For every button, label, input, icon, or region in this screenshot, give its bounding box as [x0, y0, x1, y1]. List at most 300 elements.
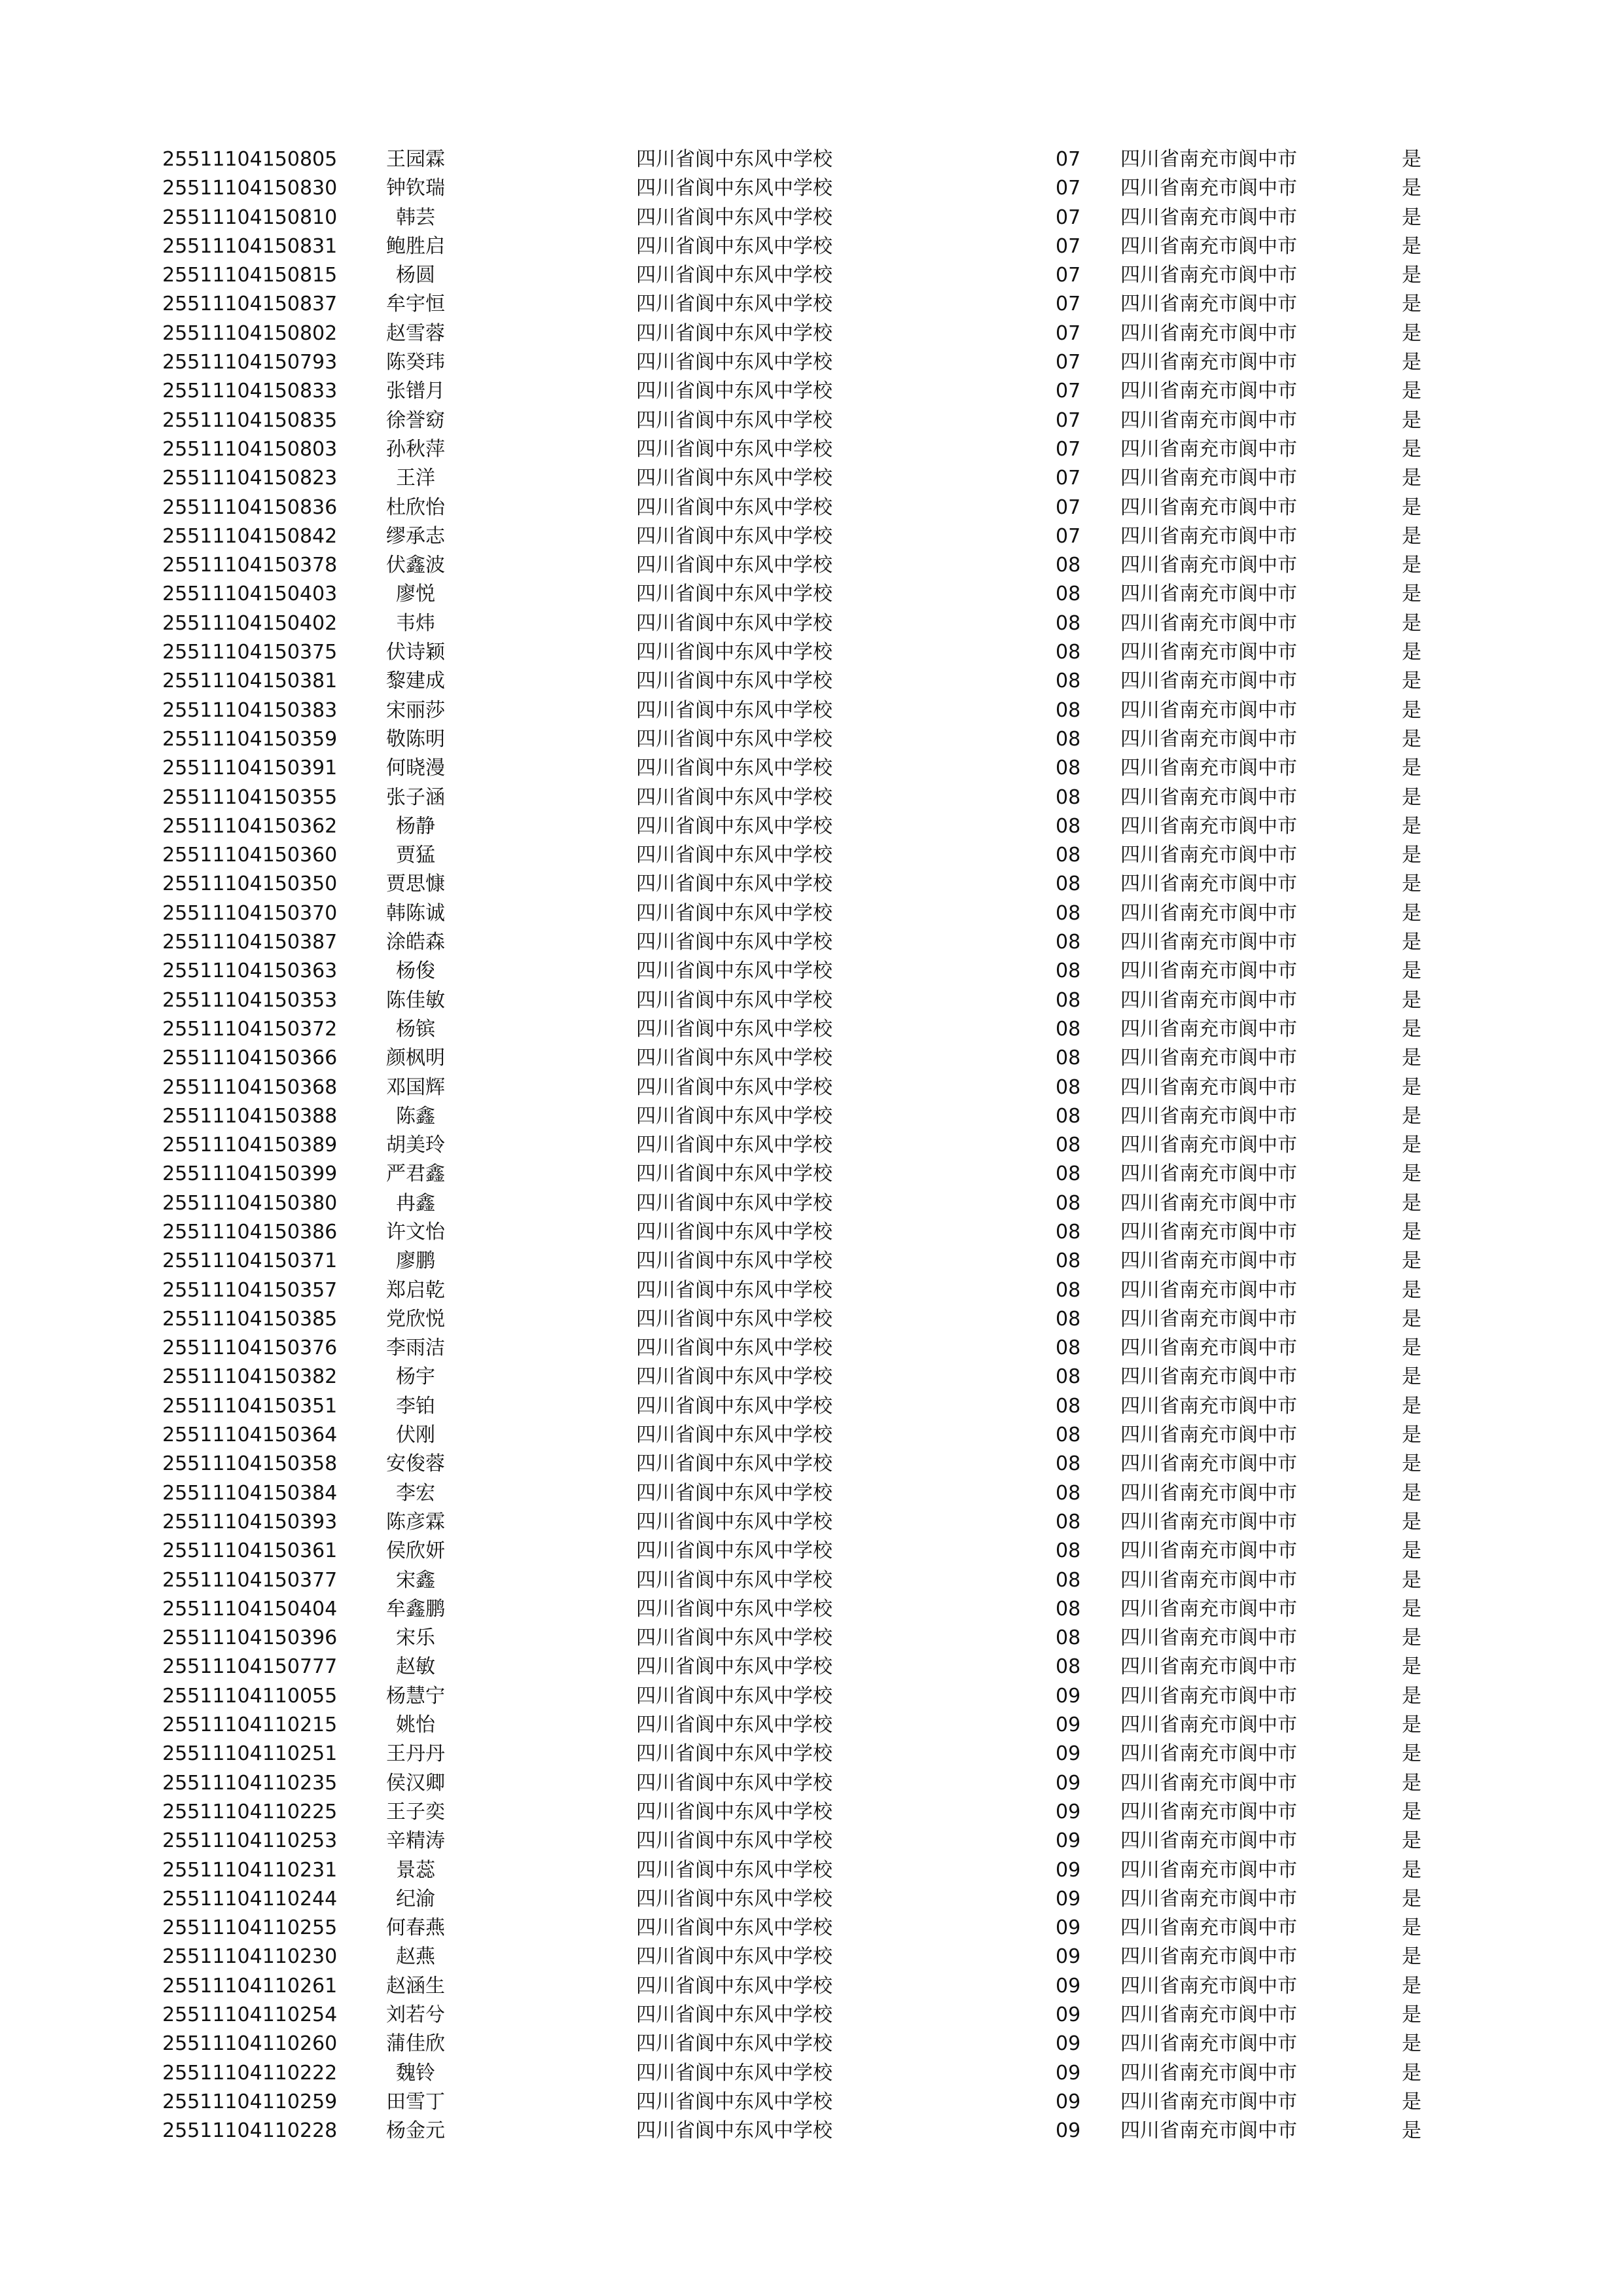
exam-id-cell: 25511104150366	[162, 1047, 338, 1070]
school-cell: 四川省阆中东风中学校	[636, 1047, 832, 1070]
exam-id-cell: 25511104110254	[162, 2003, 338, 2026]
table-row	[0, 1479, 1623, 1508]
class-cell: 09	[1056, 1771, 1081, 1795]
school-cell: 四川省阆中东风中学校	[636, 1336, 832, 1360]
student-name-cell: 王丹丹	[386, 1742, 445, 1766]
flag-cell: 是	[1402, 1452, 1421, 1476]
table-row	[0, 1218, 1623, 1247]
class-cell: 08	[1056, 1655, 1081, 1679]
table-row	[0, 2059, 1623, 2088]
student-name-cell: 邓国辉	[386, 1075, 445, 1099]
table-row	[0, 1943, 1623, 1971]
class-cell: 08	[1056, 1307, 1081, 1331]
exam-id-cell: 25511104110260	[162, 2032, 338, 2056]
student-name-cell: 廖鹏	[396, 1249, 435, 1273]
class-cell: 08	[1056, 1220, 1081, 1244]
class-cell: 08	[1056, 1162, 1081, 1186]
table-row	[0, 609, 1623, 638]
table-row	[0, 464, 1623, 493]
exam-id-cell: 25511104150823	[162, 467, 338, 490]
exam-id-cell: 25511104150360	[162, 844, 338, 867]
class-cell: 08	[1056, 988, 1081, 1012]
school-cell: 四川省阆中东风中学校	[636, 1800, 832, 1823]
class-cell: 08	[1056, 641, 1081, 664]
region-cell: 四川省南充市阆中市	[1120, 1104, 1297, 1128]
table-row	[0, 1711, 1623, 1740]
student-name-cell: 贾思慷	[386, 872, 445, 896]
region-cell: 四川省南充市阆中市	[1120, 351, 1297, 374]
flag-cell: 是	[1402, 1162, 1421, 1186]
region-cell: 四川省南充市阆中市	[1120, 641, 1297, 664]
table-row	[0, 1914, 1623, 1943]
exam-id-cell: 25511104150835	[162, 408, 338, 432]
region-cell: 四川省南充市阆中市	[1120, 785, 1297, 809]
table-row	[0, 1421, 1623, 1450]
exam-id-cell: 25511104150359	[162, 727, 338, 751]
region-cell: 四川省南充市阆中市	[1120, 1249, 1297, 1273]
student-name-cell: 杨金元	[386, 2119, 445, 2143]
region-cell: 四川省南充市阆中市	[1120, 757, 1297, 780]
exam-id-cell: 25511104150389	[162, 1134, 338, 1157]
table-row	[0, 145, 1623, 174]
exam-id-cell: 25511104150402	[162, 611, 338, 635]
flag-cell: 是	[1402, 1220, 1421, 1244]
student-name-cell: 李铂	[396, 1394, 435, 1418]
table-row	[0, 1682, 1623, 1711]
table-row	[0, 1073, 1623, 1102]
school-cell: 四川省阆中东风中学校	[636, 2003, 832, 2026]
flag-cell: 是	[1402, 1394, 1421, 1418]
flag-cell: 是	[1402, 641, 1421, 664]
region-cell: 四川省南充市阆中市	[1120, 234, 1297, 258]
exam-id-cell: 25511104150355	[162, 785, 338, 809]
class-cell: 09	[1056, 1945, 1081, 1969]
class-cell: 08	[1056, 1104, 1081, 1128]
flag-cell: 是	[1402, 1365, 1421, 1389]
table-row	[0, 1392, 1623, 1421]
region-cell: 四川省南充市阆中市	[1120, 727, 1297, 751]
exam-id-cell: 25511104150386	[162, 1220, 338, 1244]
exam-id-cell: 25511104150831	[162, 234, 338, 258]
exam-id-cell: 25511104150350	[162, 872, 338, 896]
student-name-cell: 何春燕	[386, 1916, 445, 1940]
flag-cell: 是	[1402, 1858, 1421, 1882]
school-cell: 四川省阆中东风中学校	[636, 1742, 832, 1766]
school-cell: 四川省阆中东风中学校	[636, 960, 832, 983]
class-cell: 09	[1056, 1684, 1081, 1708]
student-name-cell: 徐誉窈	[386, 408, 445, 432]
flag-cell: 是	[1402, 757, 1421, 780]
class-cell: 07	[1056, 234, 1081, 258]
student-name-cell: 杨俊	[396, 960, 435, 983]
table-row	[0, 783, 1623, 812]
flag-cell: 是	[1402, 1974, 1421, 1998]
region-cell: 四川省南充市阆中市	[1120, 2003, 1297, 2026]
table-row	[0, 812, 1623, 841]
class-cell: 08	[1056, 960, 1081, 983]
class-cell: 09	[1056, 1858, 1081, 1882]
student-name-cell: 伏刚	[396, 1424, 435, 1447]
flag-cell: 是	[1402, 554, 1421, 577]
student-name-cell: 韩陈诚	[386, 901, 445, 925]
region-cell: 四川省南充市阆中市	[1120, 1771, 1297, 1795]
student-name-cell: 钟钦瑞	[386, 177, 445, 200]
school-cell: 四川省阆中东风中学校	[636, 1945, 832, 1969]
school-cell: 四川省阆中东风中学校	[636, 293, 832, 316]
exam-id-cell: 25511104110215	[162, 1713, 338, 1737]
class-cell: 08	[1056, 1017, 1081, 1041]
table-row	[0, 1334, 1623, 1363]
table-row	[0, 986, 1623, 1015]
exam-id-cell: 25511104110228	[162, 2119, 338, 2143]
table-row	[0, 1595, 1623, 1624]
region-cell: 四川省南充市阆中市	[1120, 148, 1297, 171]
student-name-cell: 黎建成	[386, 670, 445, 693]
exam-id-cell: 25511104110225	[162, 1800, 338, 1823]
class-cell: 08	[1056, 1134, 1081, 1157]
table-row	[0, 754, 1623, 783]
flag-cell: 是	[1402, 495, 1421, 519]
exam-id-cell: 25511104150833	[162, 380, 338, 403]
exam-id-cell: 25511104110055	[162, 1684, 338, 1708]
class-cell: 09	[1056, 1916, 1081, 1940]
flag-cell: 是	[1402, 727, 1421, 751]
class-cell: 09	[1056, 1742, 1081, 1766]
school-cell: 四川省阆中东风中学校	[636, 177, 832, 200]
student-name-cell: 廖悦	[396, 583, 435, 606]
student-name-cell: 赵雪蓉	[386, 321, 445, 345]
table-row	[0, 1537, 1623, 1566]
class-cell: 08	[1056, 1278, 1081, 1302]
class-cell: 08	[1056, 757, 1081, 780]
school-cell: 四川省阆中东风中学校	[636, 1887, 832, 1910]
class-cell: 08	[1056, 1597, 1081, 1621]
flag-cell: 是	[1402, 1510, 1421, 1534]
flag-cell: 是	[1402, 1568, 1421, 1592]
table-row	[0, 319, 1623, 348]
exam-id-cell: 25511104150399	[162, 1162, 338, 1186]
region-cell: 四川省南充市阆中市	[1120, 1887, 1297, 1910]
class-cell: 08	[1056, 1510, 1081, 1534]
school-cell: 四川省阆中东风中学校	[636, 670, 832, 693]
table-row	[0, 290, 1623, 319]
school-cell: 四川省阆中东风中学校	[636, 1452, 832, 1476]
exam-id-cell: 25511104150803	[162, 437, 338, 461]
class-cell: 08	[1056, 611, 1081, 635]
exam-id-cell: 25511104110222	[162, 2061, 338, 2085]
region-cell: 四川省南充市阆中市	[1120, 1597, 1297, 1621]
region-cell: 四川省南充市阆中市	[1120, 1858, 1297, 1882]
region-cell: 四川省南充市阆中市	[1120, 1047, 1297, 1070]
table-row	[0, 1102, 1623, 1131]
flag-cell: 是	[1402, 1307, 1421, 1331]
region-cell: 四川省南充市阆中市	[1120, 1162, 1297, 1186]
exam-id-cell: 25511104150378	[162, 554, 338, 577]
exam-id-cell: 25511104150391	[162, 757, 338, 780]
school-cell: 四川省阆中东风中学校	[636, 727, 832, 751]
school-cell: 四川省阆中东风中学校	[636, 1278, 832, 1302]
region-cell: 四川省南充市阆中市	[1120, 1220, 1297, 1244]
student-name-cell: 严君鑫	[386, 1162, 445, 1186]
flag-cell: 是	[1402, 1626, 1421, 1650]
region-cell: 四川省南充市阆中市	[1120, 1916, 1297, 1940]
class-cell: 08	[1056, 1336, 1081, 1360]
region-cell: 四川省南充市阆中市	[1120, 1424, 1297, 1447]
flag-cell: 是	[1402, 1047, 1421, 1070]
class-cell: 08	[1056, 931, 1081, 954]
flag-cell: 是	[1402, 844, 1421, 867]
school-cell: 四川省阆中东风中学校	[636, 1713, 832, 1737]
flag-cell: 是	[1402, 2090, 1421, 2113]
class-cell: 08	[1056, 1191, 1081, 1215]
flag-cell: 是	[1402, 1424, 1421, 1447]
flag-cell: 是	[1402, 670, 1421, 693]
flag-cell: 是	[1402, 1713, 1421, 1737]
student-name-cell: 陈彦霖	[386, 1510, 445, 1534]
table-row	[0, 1015, 1623, 1044]
flag-cell: 是	[1402, 321, 1421, 345]
exam-id-cell: 25511104150370	[162, 901, 338, 925]
region-cell: 四川省南充市阆中市	[1120, 321, 1297, 345]
table-row	[0, 1247, 1623, 1276]
class-cell: 08	[1056, 1424, 1081, 1447]
school-cell: 四川省阆中东风中学校	[636, 1075, 832, 1099]
flag-cell: 是	[1402, 1017, 1421, 1041]
class-cell: 08	[1056, 844, 1081, 867]
school-cell: 四川省阆中东风中学校	[636, 1191, 832, 1215]
table-row	[0, 1305, 1623, 1334]
table-row	[0, 1856, 1623, 1885]
flag-cell: 是	[1402, 467, 1421, 490]
class-cell: 08	[1056, 901, 1081, 925]
table-row	[0, 696, 1623, 725]
class-cell: 07	[1056, 351, 1081, 374]
exam-id-cell: 25511104150381	[162, 670, 338, 693]
table-row	[0, 2030, 1623, 2058]
table-row	[0, 204, 1623, 232]
exam-id-cell: 25511104150364	[162, 1424, 338, 1447]
exam-id-cell: 25511104150836	[162, 495, 338, 519]
student-name-cell: 杨宇	[396, 1365, 435, 1389]
class-cell: 08	[1056, 785, 1081, 809]
class-cell: 09	[1056, 1800, 1081, 1823]
student-name-cell: 蒲佳欣	[386, 2032, 445, 2056]
region-cell: 四川省南充市阆中市	[1120, 1134, 1297, 1157]
region-cell: 四川省南充市阆中市	[1120, 2032, 1297, 2056]
class-cell: 08	[1056, 1047, 1081, 1070]
region-cell: 四川省南充市阆中市	[1120, 1510, 1297, 1534]
region-cell: 四川省南充市阆中市	[1120, 524, 1297, 548]
student-name-cell: 伏鑫波	[386, 554, 445, 577]
table-row	[0, 406, 1623, 435]
exam-id-cell: 25511104150388	[162, 1104, 338, 1128]
school-cell: 四川省阆中东风中学校	[636, 1481, 832, 1505]
flag-cell: 是	[1402, 264, 1421, 287]
school-cell: 四川省阆中东风中学校	[636, 1597, 832, 1621]
table-row	[0, 1972, 1623, 2001]
student-name-cell: 王子奕	[386, 1800, 445, 1823]
class-cell: 08	[1056, 698, 1081, 722]
table-row	[0, 1450, 1623, 1479]
student-name-cell: 郑启乾	[386, 1278, 445, 1302]
region-cell: 四川省南充市阆中市	[1120, 1626, 1297, 1650]
region-cell: 四川省南充市阆中市	[1120, 1684, 1297, 1708]
school-cell: 四川省阆中东风中学校	[636, 931, 832, 954]
class-cell: 09	[1056, 2032, 1081, 2056]
school-cell: 四川省阆中东风中学校	[636, 583, 832, 606]
flag-cell: 是	[1402, 380, 1421, 403]
exam-id-cell: 25511104150361	[162, 1539, 338, 1563]
student-name-cell: 侯汉卿	[386, 1771, 445, 1795]
class-cell: 07	[1056, 148, 1081, 171]
flag-cell: 是	[1402, 1336, 1421, 1360]
class-cell: 08	[1056, 554, 1081, 577]
exam-id-cell: 25511104150383	[162, 698, 338, 722]
flag-cell: 是	[1402, 901, 1421, 925]
flag-cell: 是	[1402, 293, 1421, 316]
class-cell: 08	[1056, 1452, 1081, 1476]
exam-id-cell: 25511104150358	[162, 1452, 338, 1476]
flag-cell: 是	[1402, 1655, 1421, 1679]
flag-cell: 是	[1402, 1249, 1421, 1273]
class-cell: 09	[1056, 1974, 1081, 1998]
exam-id-cell: 25511104150396	[162, 1626, 338, 1650]
flag-cell: 是	[1402, 1104, 1421, 1128]
student-name-cell: 贾猛	[396, 844, 435, 867]
school-cell: 四川省阆中东风中学校	[636, 2032, 832, 2056]
student-name-cell: 杨静	[396, 814, 435, 838]
student-name-cell: 安俊蓉	[386, 1452, 445, 1476]
student-name-cell: 陈佳敏	[386, 988, 445, 1012]
region-cell: 四川省南充市阆中市	[1120, 437, 1297, 461]
class-cell: 07	[1056, 495, 1081, 519]
table-row	[0, 348, 1623, 377]
exam-id-cell: 25511104110230	[162, 1945, 338, 1969]
student-name-cell: 李宏	[396, 1481, 435, 1505]
exam-id-cell: 25511104150777	[162, 1655, 338, 1679]
exam-id-cell: 25511104150805	[162, 148, 338, 171]
region-cell: 四川省南充市阆中市	[1120, 2119, 1297, 2143]
school-cell: 四川省阆中东风中学校	[636, 1162, 832, 1186]
region-cell: 四川省南充市阆中市	[1120, 1365, 1297, 1389]
class-cell: 09	[1056, 1829, 1081, 1853]
exam-id-cell: 25511104150357	[162, 1278, 338, 1302]
table-row	[0, 1885, 1623, 1914]
region-cell: 四川省南充市阆中市	[1120, 611, 1297, 635]
class-cell: 07	[1056, 380, 1081, 403]
school-cell: 四川省阆中东风中学校	[636, 844, 832, 867]
table-row	[0, 261, 1623, 290]
school-cell: 四川省阆中东风中学校	[636, 1974, 832, 1998]
region-cell: 四川省南充市阆中市	[1120, 293, 1297, 316]
exam-id-cell: 25511104110253	[162, 1829, 338, 1853]
exam-id-cell: 25511104150815	[162, 264, 338, 287]
exam-id-cell: 25511104150385	[162, 1307, 338, 1331]
school-cell: 四川省阆中东风中学校	[636, 1858, 832, 1882]
school-cell: 四川省阆中东风中学校	[636, 321, 832, 345]
exam-id-cell: 25511104150842	[162, 524, 338, 548]
exam-id-cell: 25511104150793	[162, 351, 338, 374]
flag-cell: 是	[1402, 437, 1421, 461]
student-name-cell: 颜枫明	[386, 1047, 445, 1070]
class-cell: 08	[1056, 583, 1081, 606]
student-name-cell: 冉鑫	[396, 1191, 435, 1215]
school-cell: 四川省阆中东风中学校	[636, 1424, 832, 1447]
exam-id-cell: 25511104150372	[162, 1017, 338, 1041]
region-cell: 四川省南充市阆中市	[1120, 1539, 1297, 1563]
class-cell: 07	[1056, 177, 1081, 200]
school-cell: 四川省阆中东风中学校	[636, 901, 832, 925]
flag-cell: 是	[1402, 234, 1421, 258]
flag-cell: 是	[1402, 872, 1421, 896]
class-cell: 08	[1056, 1394, 1081, 1418]
student-name-cell: 王园霖	[386, 148, 445, 171]
student-name-cell: 韦炜	[396, 611, 435, 635]
table-row	[0, 1131, 1623, 1160]
student-name-cell: 姚怡	[396, 1713, 435, 1737]
school-cell: 四川省阆中东风中学校	[636, 437, 832, 461]
exam-id-cell: 25511104150830	[162, 177, 338, 200]
school-cell: 四川省阆中东风中学校	[636, 698, 832, 722]
class-cell: 07	[1056, 467, 1081, 490]
table-row	[0, 1740, 1623, 1768]
student-name-cell: 张镨月	[386, 380, 445, 403]
exam-id-cell: 25511104110231	[162, 1858, 338, 1882]
table-row	[0, 174, 1623, 203]
student-name-cell: 牟鑫鹏	[386, 1597, 445, 1621]
student-name-cell: 张子涵	[386, 785, 445, 809]
student-name-cell: 王洋	[396, 467, 435, 490]
student-name-cell: 何晓漫	[386, 757, 445, 780]
region-cell: 四川省南充市阆中市	[1120, 206, 1297, 229]
table-row	[0, 580, 1623, 609]
region-cell: 四川省南充市阆中市	[1120, 1829, 1297, 1853]
exam-id-cell: 25511104150377	[162, 1568, 338, 1592]
region-cell: 四川省南充市阆中市	[1120, 988, 1297, 1012]
student-name-cell: 鲍胜启	[386, 234, 445, 258]
student-name-cell: 刘若兮	[386, 2003, 445, 2026]
student-name-cell: 杨镔	[396, 1017, 435, 1041]
flag-cell: 是	[1402, 1684, 1421, 1708]
table-row	[0, 1827, 1623, 1856]
region-cell: 四川省南充市阆中市	[1120, 1800, 1297, 1823]
student-name-cell: 缪承志	[386, 524, 445, 548]
school-cell: 四川省阆中东风中学校	[636, 1249, 832, 1273]
table-row	[0, 725, 1623, 754]
school-cell: 四川省阆中东风中学校	[636, 1365, 832, 1389]
class-cell: 08	[1056, 872, 1081, 896]
class-cell: 09	[1056, 2061, 1081, 2085]
class-cell: 07	[1056, 321, 1081, 345]
student-name-cell: 魏铃	[396, 2061, 435, 2085]
flag-cell: 是	[1402, 524, 1421, 548]
flag-cell: 是	[1402, 988, 1421, 1012]
region-cell: 四川省南充市阆中市	[1120, 670, 1297, 693]
flag-cell: 是	[1402, 1771, 1421, 1795]
exam-id-cell: 25511104110259	[162, 2090, 338, 2113]
table-row	[0, 1624, 1623, 1653]
table-row	[0, 841, 1623, 870]
school-cell: 四川省阆中东风中学校	[636, 234, 832, 258]
table-row	[0, 1160, 1623, 1189]
school-cell: 四川省阆中东风中学校	[636, 988, 832, 1012]
class-cell: 08	[1056, 1539, 1081, 1563]
flag-cell: 是	[1402, 1075, 1421, 1099]
table-row	[0, 638, 1623, 667]
flag-cell: 是	[1402, 1742, 1421, 1766]
student-name-cell: 韩芸	[396, 206, 435, 229]
exam-id-cell: 25511104150802	[162, 321, 338, 345]
